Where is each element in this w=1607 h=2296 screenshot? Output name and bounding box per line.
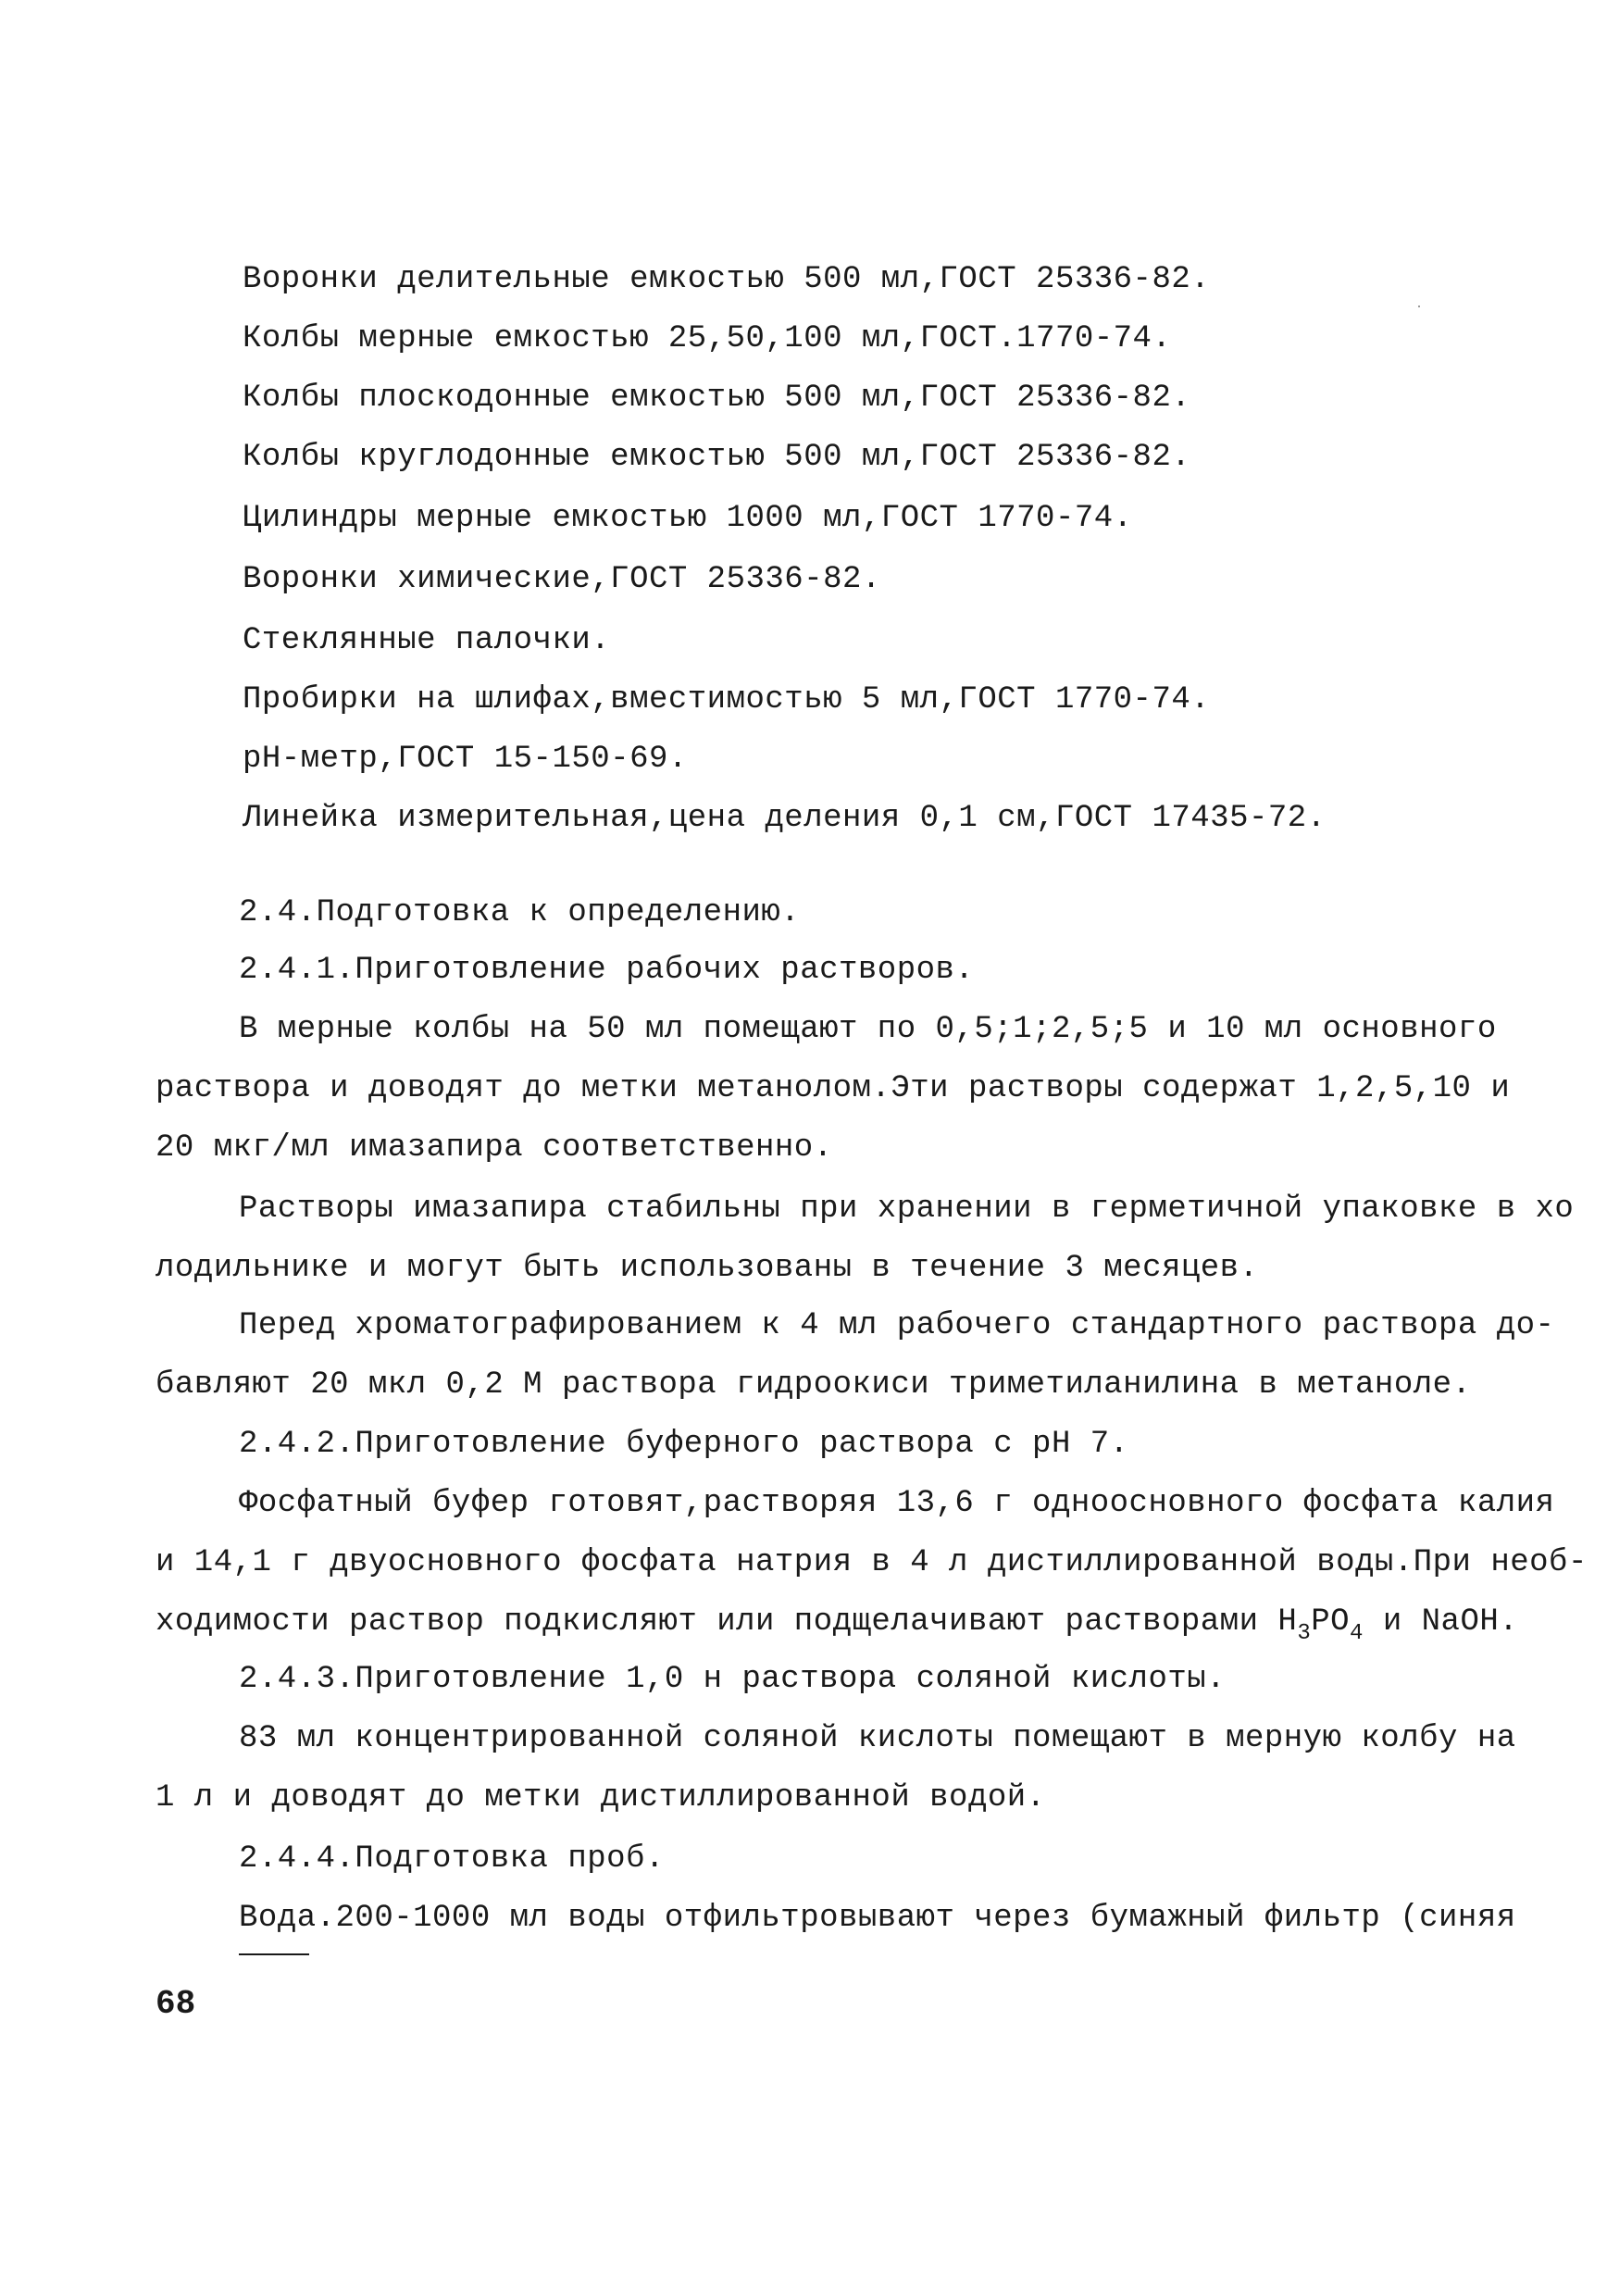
text-fragment: и NaOH. (1363, 1604, 1519, 1640)
paragraph-line: Вода.200-1000 мл воды отфильтровывают через бумажный фильтр (синяя (239, 1901, 1516, 1936)
page-number: 68 (156, 1985, 196, 2023)
formula-h: H (1277, 1604, 1298, 1640)
footnote-rule (239, 1953, 309, 1955)
equipment-item: pH-метр,ГОСТ 15-150-69. (243, 742, 688, 777)
paragraph-line: В мерные колбы на 50 мл помещают по 0,5;1;2,5;5 и 10 мл основного (239, 1012, 1497, 1047)
paragraph-line: Фосфатный буфер готовят,растворяя 13,6 г одноосновного фосфата калия (239, 1486, 1555, 1521)
section-heading: 2.4.Подготовка к определению. (239, 895, 801, 930)
paragraph-line: бавляют 20 мкл 0,2 М раствора гидроокиси триметиланилина в метаноле. (156, 1367, 1472, 1403)
equipment-item: Колбы мерные емкостью 25,50,100 мл,ГОСТ.1770-74. (243, 321, 1172, 356)
equipment-item: Колбы плоскодонные емкостью 500 мл,ГОСТ 25336-82. (243, 381, 1191, 416)
subsection-heading: 2.4.2.Приготовление буферного раствора с pH 7. (239, 1427, 1129, 1462)
paragraph-line: и 14,1 г двуосновного фосфата натрия в 4 л дистиллированной воды.При необ- (156, 1545, 1588, 1580)
paragraph-line: Растворы имазапира стабильны при хранении в герметичной упаковке в хо (239, 1192, 1575, 1227)
equipment-item: Воронки химические,ГОСТ 25336-82. (243, 562, 881, 597)
paragraph-line: 83 мл концентрированной соляной кислоты помещают в мерную колбу на (239, 1721, 1516, 1756)
paragraph-line: раствора и доводят до метки метанолом.Эти растворы содержат 1,2,5,10 и (156, 1071, 1511, 1106)
scan-speck (1418, 306, 1420, 307)
equipment-item: Пробирки на шлифах,вместимостью 5 мл,ГОСТ 1770-74. (243, 682, 1211, 718)
subsection-heading: 2.4.4.Подготовка проб. (239, 1841, 665, 1877)
equipment-item: Колбы круглодонные емкостью 500 мл,ГОСТ 25336-82. (243, 440, 1191, 475)
subsection-heading: 2.4.1.Приготовление рабочих растворов. (239, 953, 975, 988)
formula-subscript: 4 (1350, 1621, 1364, 1646)
equipment-item: Линейка измерительная,цена деления 0,1 см,ГОСТ 17435-72. (243, 801, 1327, 836)
equipment-item: Цилиндры мерные емкостью 1000 мл,ГОСТ 1770-74. (243, 501, 1133, 536)
text-fragment: ходимости раствор подкисляют или подщелачивают растворами (156, 1604, 1278, 1640)
subsection-heading: 2.4.3.Приготовление 1,0 н раствора соляной кислоты. (239, 1662, 1227, 1697)
paragraph-line: Перед хроматографированием к 4 мл рабочего стандартного раствора до- (239, 1308, 1555, 1343)
paragraph-line: 20 мкг/мл имазапира соответственно. (156, 1130, 833, 1166)
paragraph-line: 1 л и доводят до метки дистиллированной водой. (156, 1780, 1046, 1816)
paragraph-line: лодильнике и могут быть использованы в течение 3 месяцев. (156, 1251, 1259, 1286)
equipment-item: Воронки делительные емкостью 500 мл,ГОСТ 25336-82. (243, 262, 1211, 297)
paragraph-line-with-formula (156, 1603, 1519, 1646)
formula-subscript: 3 (1297, 1621, 1312, 1646)
equipment-item: Стеклянные палочки. (243, 623, 611, 658)
formula-po: PO (1311, 1604, 1351, 1640)
